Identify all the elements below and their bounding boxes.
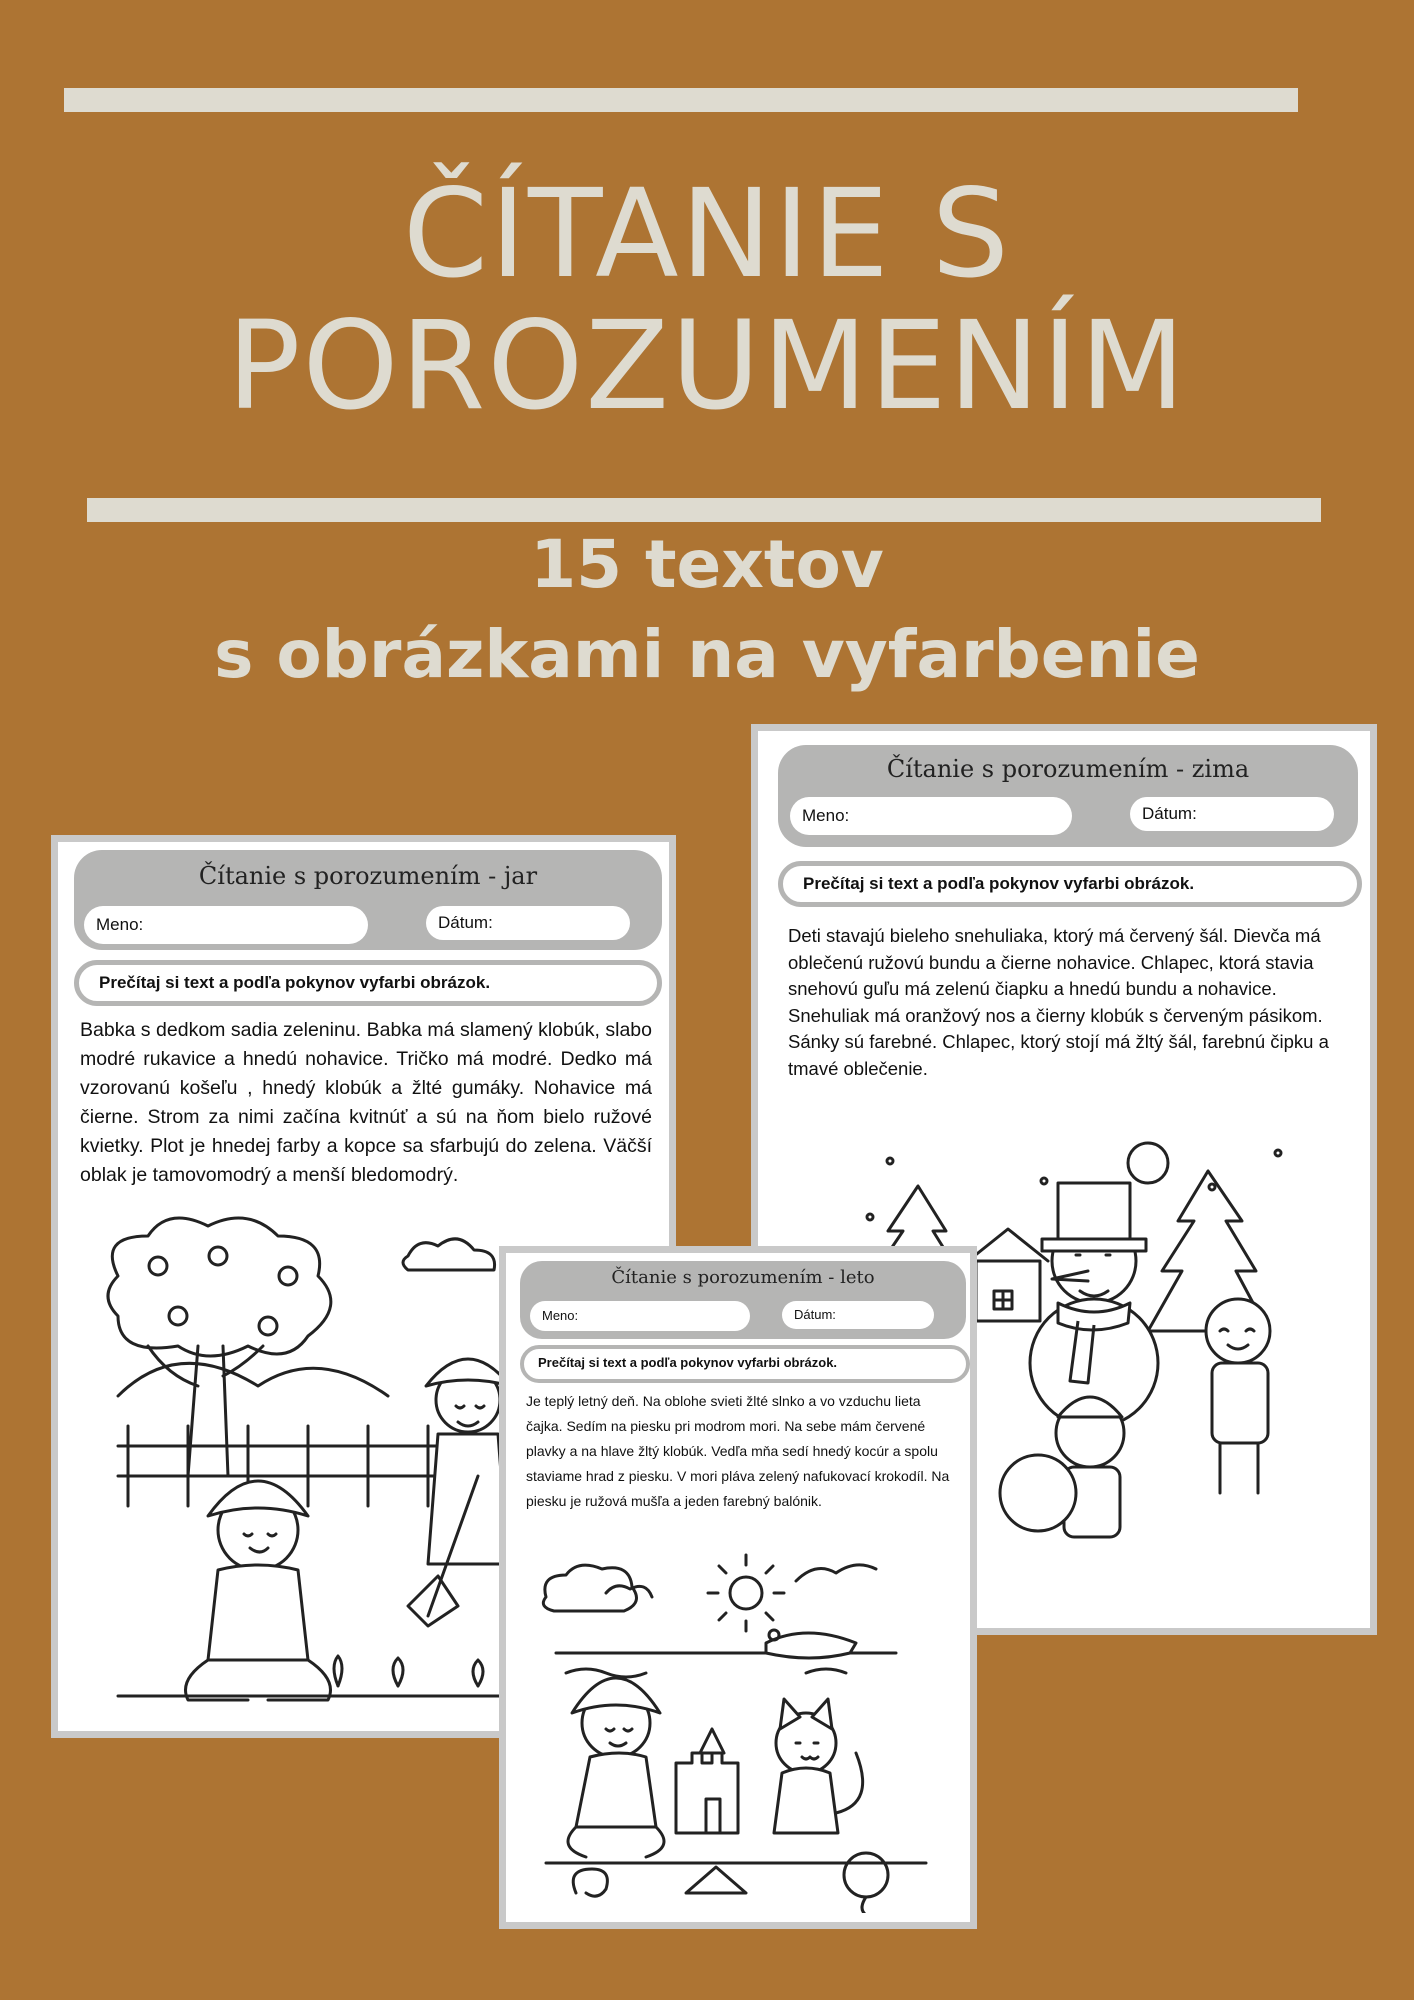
instruction-box: Prečítaj si text a podľa pokynov vyfarbi obrázok. [778, 861, 1362, 907]
name-field[interactable]: Meno: [790, 797, 1072, 835]
sheet-header [778, 745, 1358, 847]
subtitle-line-2: s obrázkami na vyfarbenie [214, 616, 1200, 693]
cover-title: ČÍTANIE S POROZUMENÍM [226, 163, 1188, 437]
reading-text: Babka s dedkom sadia zeleninu. Babka má slamený klobúk, slabo modré rukavice a hnedú nohavice. Tričko má modré. Dedko má vzorovanú košeľu , hnedý klobúk a žlté gumáky. Nohavice má čierne. Strom za nimi začína kvitnúť a sú na ňom bielo ružové kvietky. Plot je hnedej farby a kopce sa sfarbujú do zelena. Väčší oblak je tamovomodrý a menší bledomodrý. [80, 1019, 652, 1186]
middle-divider [87, 498, 1321, 522]
top-divider [64, 88, 1298, 112]
worksheet-summer [499, 1246, 977, 1929]
summer-beach-illustration [506, 1553, 966, 1913]
reading-text: Je teplý letný deň. Na oblohe svieti žlté slnko a vo vzduchu lieta čajka. Sedím na piesku pri modrom mori. Na sebe mám červené plavky a na hlave žltý klobúk. Vedľa mňa sedí hnedý kocúr a spolu staviame hrad z piesku. V mori pláva zelený nafukovací krokodíl. Na piesku je ružová mušľa a jeden farebný balónik. [526, 1393, 950, 1509]
instruction-box: Prečítaj si text a podľa pokynov vyfarbi obrázok. [520, 1345, 970, 1383]
name-field[interactable]: Meno: [530, 1301, 750, 1331]
date-field[interactable]: Dátum: [1130, 797, 1334, 831]
sheet-title: Čítanie s porozumením - zima [886, 755, 1250, 783]
sheet-title: Čítanie s porozumením - leto [611, 1267, 875, 1288]
sheet-header [74, 850, 662, 950]
cover-subtitle [0, 520, 1414, 700]
reading-text: Deti stavajú bieleho snehuliaka, ktorý má červený šál. Dievča má oblečenú ružovú bundu a čierne nohavice. Chlapec, ktorá stavia snehovú guľu má zelenú čiapku a hnedú bundu a nohavice. Snehuliak má oranžový nos a čierny klobúk s červeným pásikom. Sánky sú farebné. Chlapec, ktorý stojí má žltý šál, farebnú čipku a tmavé oblečenie. [788, 925, 1329, 1079]
sheet-title: Čítanie s porozumením - jar [198, 862, 538, 890]
sheet-header [520, 1261, 966, 1339]
subtitle-line-1: 15 textov [530, 526, 884, 603]
date-field[interactable]: Dátum: [782, 1301, 934, 1329]
date-field[interactable]: Dátum: [426, 906, 630, 940]
instruction-box: Prečítaj si text a podľa pokynov vyfarbi obrázok. [74, 960, 662, 1006]
name-field[interactable]: Meno: [84, 906, 368, 944]
